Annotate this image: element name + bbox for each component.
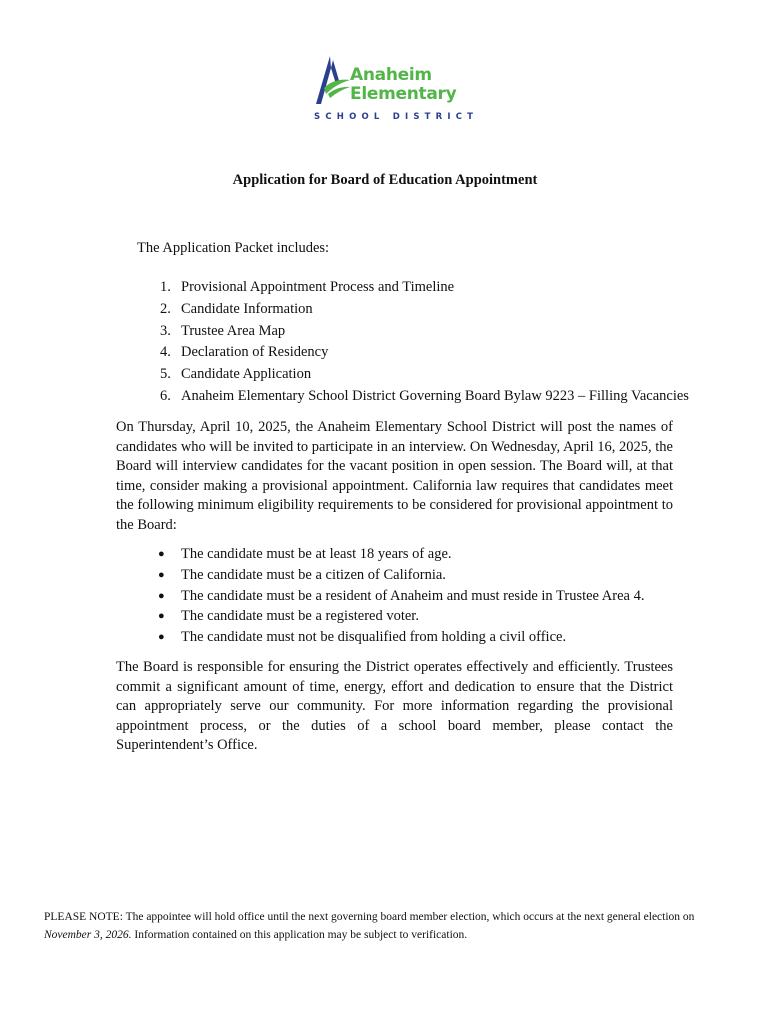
requirement-text: The candidate must be at least 18 years of age. — [181, 546, 452, 562]
logo-subtitle: SCHOOL DISTRICT — [314, 112, 479, 122]
bullet-icon: ● — [158, 610, 165, 623]
bullet-icon: ● — [158, 589, 165, 602]
logo-name-line2: Elementary — [350, 84, 457, 104]
list-item — [158, 627, 644, 648]
list-item: 4. Declaration of Residency — [160, 344, 329, 361]
packet-item-text: Anaheim Elementary School District Governing Board Bylaw 9223 – Filling Vacancies — [181, 387, 689, 404]
list-item: 6. Anaheim Elementary School District Governing Board Bylaw 9223 – Filling Vacancies — [160, 387, 689, 404]
list-item: 1. Provisional Appointment Process and Timeline — [160, 279, 455, 295]
board-responsibility-paragraph: The Board is responsible for ensuring the District operates effectively and efficiently. Trustees commit a significant amount of time, energy, effort and dedication to ensure that the District can appropriately serve our community. For more information regarding the provisional appointment process, or the duties of a school board member, please contact the Superintendent’s Office. — [116, 659, 673, 754]
list-item: 3. Trustee Area Map — [160, 322, 286, 339]
note-text-after: Information contained on this application may be subject to verification. — [131, 929, 468, 941]
bullet-icon: ● — [158, 568, 165, 581]
logo-name — [350, 66, 456, 104]
footer-note — [44, 908, 704, 944]
list-item: 2. Candidate Information — [160, 300, 313, 317]
note-text-before: PLEASE NOTE: The appointee will hold office until the next governing board member election, which occurs at the next general election on — [44, 911, 695, 923]
bullet-icon: ● — [158, 548, 165, 560]
packet-list — [160, 277, 689, 408]
requirement-text: The candidate must be a resident of Anaheim and must reside in Trustee Area 4. — [181, 587, 645, 604]
packet-intro: The Application Packet includes: — [137, 240, 330, 256]
packet-item-text: Candidate Information — [181, 300, 313, 317]
requirement-text: The candidate must not be disqualified from holding a civil office. — [181, 629, 567, 646]
note-election-date: November 3, 2026. — [44, 929, 132, 941]
list-item — [158, 586, 644, 607]
logo-mark-icon — [312, 54, 352, 106]
list-item — [158, 606, 644, 627]
list-item — [158, 565, 644, 586]
packet-item-text: Trustee Area Map — [181, 322, 286, 339]
requirement-text: The candidate must be a citizen of California. — [181, 566, 446, 583]
logo-name-line1: Anaheim — [350, 65, 432, 85]
district-logo — [312, 54, 479, 122]
eligibility-paragraph: On Thursday, April 10, 2025, the Anaheim Elementary School District will post the names of candidates who will be invited to participate in an interview. On Wednesday, April 16, 2025, the Board will interview candidates for the vacant position in open session. The Board will, at that time, consider making a provisional appointment. California law requires that candidates meet the following minimum eligibility requirements to be considered for provisional appointment to the Board: — [116, 419, 673, 533]
list-item: 5. Candidate Application — [160, 366, 312, 383]
requirement-text: The candidate must be a registered voter. — [181, 608, 419, 625]
bullet-icon: ● — [158, 631, 165, 644]
list-item — [158, 544, 644, 565]
packet-item-text: Provisional Appointment Process and Timeline — [181, 279, 455, 295]
packet-item-text: Candidate Application — [181, 366, 312, 383]
requirements-list — [158, 544, 644, 648]
packet-item-text: Declaration of Residency — [181, 344, 329, 361]
page-title: Application for Board of Education Appointment — [232, 172, 538, 188]
